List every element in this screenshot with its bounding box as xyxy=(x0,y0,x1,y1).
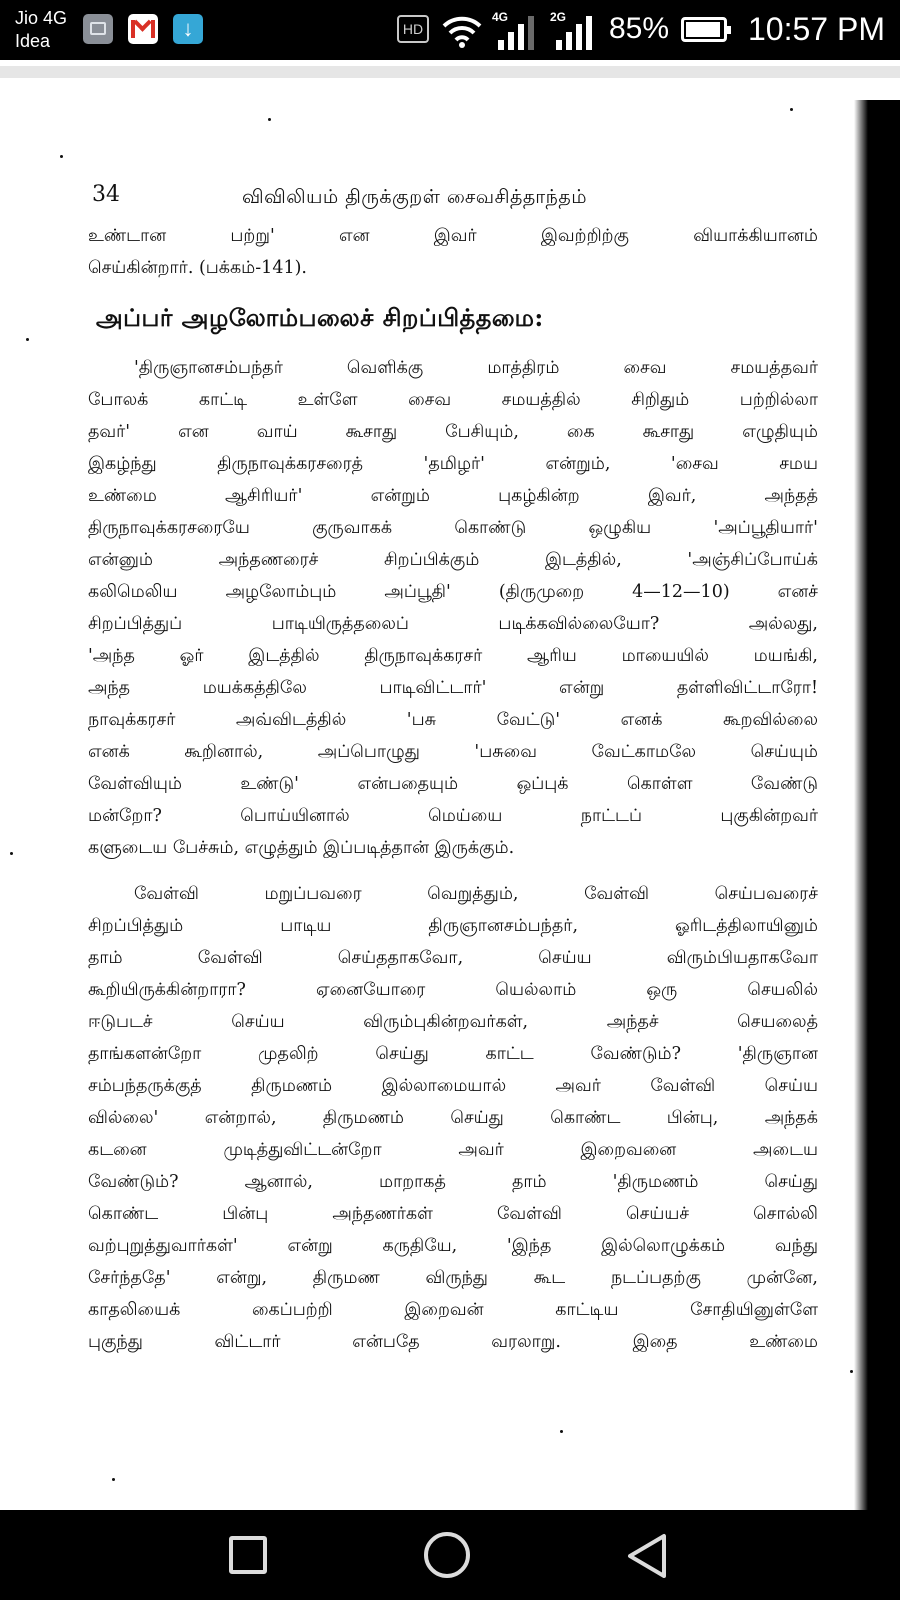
carrier-line-1: Jio 4G xyxy=(15,8,68,28)
text-line: கலிமெலிய அழலோம்பும் அப்பூதி' (திருமுறை 4—12—10) எனச் xyxy=(88,582,818,602)
text-line: தவர்' என வாய் கூசாது பேசியும், கை கூசாது எழுதியும் xyxy=(88,422,818,442)
running-title: விவிலியம் திருக்குறள் சைவசித்தாந்தம் xyxy=(242,186,588,208)
text-line: மன்றோ? பொய்யினால் மெய்யை நாட்டப் புகுகின்றவர் xyxy=(88,806,818,826)
battery-percent: 85% xyxy=(609,12,670,45)
viewer-toolbar-strip xyxy=(0,66,900,78)
text-line: போலக் காட்டி உள்ளே சைவ சமயத்தில் சிறிதும் பற்றில்லா xyxy=(88,390,818,410)
text-line: 'அந்த ஓர் இடத்தில் திருநாவுக்கரசர் ஆரிய மாயையில் மயங்கி, xyxy=(88,646,818,666)
gallery-icon xyxy=(83,14,113,44)
text-line: காதலியைக் கைப்பற்றி இறைவன் காட்டிய சோதியினுள்ளே xyxy=(88,1300,818,1320)
text-line: சிறப்பித்துப் பாடியிருத்தலைப் படிக்கவில்லையோ? அல்லது, xyxy=(88,614,818,634)
back-button[interactable] xyxy=(624,1532,674,1580)
signal-2g-icon xyxy=(550,10,606,50)
signal-4g-icon xyxy=(492,10,548,50)
text-line: உண்டான பற்று' என இவர் இவற்றிற்கு வியாக்கியானம் xyxy=(88,226,818,246)
text-line: சிறப்பித்தும் பாடிய திருஞானசம்பந்தர், ஓரிடத்திலாயினும் xyxy=(88,916,818,936)
page-number: 34 xyxy=(92,182,120,207)
paragraph-1 xyxy=(72,352,822,864)
download-icon xyxy=(173,14,203,44)
text-line: சேர்ந்ததே' என்று, திருமண விருந்து கூட நடப்பதற்கு முன்னே, xyxy=(88,1268,818,1288)
network-2g-label: 2G xyxy=(550,10,567,24)
carrier-label xyxy=(15,7,67,53)
intro-paragraph xyxy=(72,220,822,284)
text-line: தாம் வேள்வி செய்ததாகவோ, செய்ய விரும்பியதாகவோ xyxy=(88,948,818,968)
gmail-icon xyxy=(128,14,158,44)
network-4g-label: 4G xyxy=(492,10,509,24)
text-line: புகுந்து விட்டார் என்பதே வரலாறு. இதை உண்மை xyxy=(88,1332,818,1352)
scan-speck xyxy=(560,1430,563,1433)
scan-speck xyxy=(790,108,793,111)
text-line: வேள்வியும் உண்டு' என்பதையும் ஒப்புக் கொள்ள வேண்டு xyxy=(88,774,818,794)
text-line: இகழ்ந்து திருநாவுக்கரசரைத் 'தமிழர்' என்றும், 'சைவ சமய xyxy=(88,454,818,474)
text-line: கடனை முடித்துவிட்டன்றோ அவர் இறைவனை அடைய xyxy=(88,1140,818,1160)
text-line: 'திருஞானசம்பந்தர் வெளிக்கு மாத்திரம் சைவ சமயத்தவர் xyxy=(134,358,818,378)
section-heading: அப்பர் அழலோம்பலைச் சிறப்பித்தமை: xyxy=(96,303,544,332)
hd-badge: HD xyxy=(397,15,429,43)
scan-shadow-edge xyxy=(868,100,900,1510)
text-line: தாங்களன்றோ முதலிற் செய்து காட்ட வேண்டும்? 'திருஞான xyxy=(88,1044,818,1064)
text-line: ஈடுபடச் செய்ய விரும்புகின்றவர்கள், அந்தச் செயலைத் xyxy=(88,1012,818,1032)
text-line: சம்பந்தருக்குத் திருமணம் இல்லாமையால் அவர் வேள்வி செய்ய xyxy=(88,1076,818,1096)
scan-speck xyxy=(10,852,13,855)
status-bar xyxy=(0,0,900,60)
clock: 10:57 PM xyxy=(748,11,885,47)
recents-button[interactable] xyxy=(224,1532,274,1580)
text-line: களுடைய பேச்சும், எழுத்தும் இப்படித்தான் இருக்கும். xyxy=(88,838,515,858)
book-page xyxy=(72,180,822,1372)
navigation-bar xyxy=(0,1510,900,1600)
home-button[interactable] xyxy=(423,1532,473,1580)
battery-icon xyxy=(681,17,727,42)
scan-speck xyxy=(112,1478,115,1481)
carrier-line-2: Idea xyxy=(15,31,51,51)
text-line: கூறியிருக்கின்றாரா? ஏனையோரை யெல்லாம் ஒரு செயலில் xyxy=(88,980,818,1000)
scan-speck xyxy=(268,118,271,121)
text-line: வேள்வி மறுப்பவரை வெறுத்தும், வேள்வி செய்பவரைச் xyxy=(134,884,818,904)
scan-speck xyxy=(26,338,29,341)
text-line: என்னும் அந்தணரைச் சிறப்பிக்கும் இடத்தில், 'அஞ்சிப்போய்க் xyxy=(88,550,818,570)
scan-speck xyxy=(60,155,63,158)
page-header xyxy=(72,180,822,220)
scan-speck xyxy=(850,1370,853,1373)
text-line: வேண்டும்? ஆனால், மாறாகத் தாம் 'திருமணம் செய்து xyxy=(88,1172,818,1192)
text-line: வற்புறுத்துவார்கள்' என்று கருதியே, 'இந்த இல்லொழுக்கம் வந்து xyxy=(88,1236,818,1256)
text-line: கொண்ட பின்பு அந்தணர்கள் வேள்வி செய்யச் சொல்லி xyxy=(88,1204,818,1224)
text-line: அந்த மயக்கத்திலே பாடிவிட்டார்' என்று தள்ளிவிட்டாரோ! xyxy=(88,678,818,698)
text-line: எனக் கூறினால், அப்பொழுது 'பசுவை வேட்காமலே செய்யும் xyxy=(88,742,818,762)
wifi-icon xyxy=(442,14,482,48)
text-line: வில்லை' என்றால், திருமணம் செய்து கொண்ட பின்பு, அந்தக் xyxy=(88,1108,818,1128)
text-line: உண்மை ஆசிரியர்' என்றும் புகழ்கின்ற இவர், அந்தத் xyxy=(88,486,818,506)
text-line: திருநாவுக்கரசரையே குருவாகக் கொண்டு ஒழுகிய 'அப்பூதியார்' xyxy=(88,518,818,538)
text-line: செய்கின்றார். (பக்கம்-141). xyxy=(88,258,307,278)
paragraph-2 xyxy=(72,878,822,1358)
text-line: நாவுக்கரசர் அவ்விடத்தில் 'பசு வேட்டு' எனக் கூறவில்லை xyxy=(88,710,818,730)
